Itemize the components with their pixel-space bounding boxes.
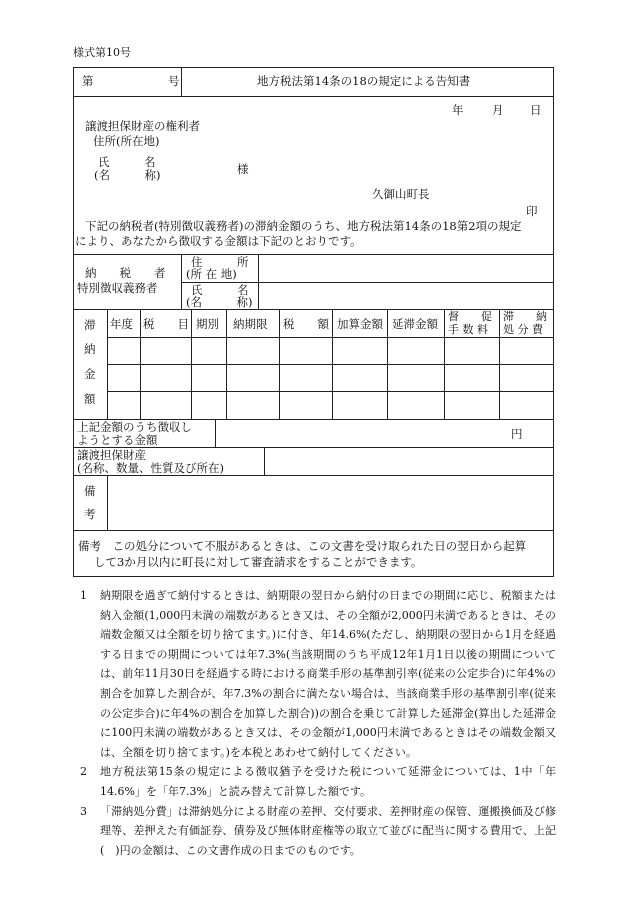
taxpayer-name-label-alt: (名 称) bbox=[186, 295, 253, 309]
divider bbox=[107, 475, 108, 530]
addressee-name-label: 氏 名 bbox=[98, 155, 156, 169]
arrears-side-label: 額 bbox=[84, 392, 96, 406]
withholding-agent-label: 特別徴収義務者 bbox=[77, 281, 158, 295]
note-text: 「滞納処分費」は滞納処分による財産の差押、交付要求、差押財産の保管、運搬換価及び修理等、差押えた有価証券、債券及び無体財産権等の取立て並びに配当に関する費用で、上記( )円の金額は、この文書作成の日までのものです。 bbox=[100, 804, 556, 857]
col-dunning-fee: 督 促 bbox=[448, 310, 492, 323]
date-year: 年 bbox=[452, 103, 464, 117]
arrears-side-label: 金 bbox=[84, 367, 96, 381]
col-period: 期別 bbox=[196, 317, 219, 331]
note-number: 1 bbox=[80, 589, 87, 602]
col-fiscal-year: 年度 bbox=[110, 317, 133, 331]
divider bbox=[74, 254, 553, 255]
appeal-line-2: して3か月以内に町長に対して審査請求をすることができます。 bbox=[94, 555, 423, 569]
header-go: 号 bbox=[168, 74, 180, 88]
notice-form bbox=[73, 67, 554, 577]
addressee-honorific: 様 bbox=[237, 162, 249, 176]
note-item bbox=[78, 586, 556, 762]
arrears-side-label: 納 bbox=[84, 342, 96, 356]
divider bbox=[74, 96, 553, 97]
taxpayer-name-label: 氏 名 bbox=[191, 283, 249, 297]
collection-label: 上記金額のうち徴収し bbox=[77, 420, 192, 434]
col-tax-amount: 税 額 bbox=[283, 317, 329, 331]
issuer-seal: 印 bbox=[526, 204, 538, 218]
intro-line-1: 下記の納税者(特別徴収義務者)の滞納金額のうち、地方税法第14条の18第2項の規定 bbox=[85, 219, 522, 233]
taxpayer-label: 納 税 者 bbox=[85, 266, 166, 280]
col-dunning-fee-alt: 手 数 料 bbox=[448, 323, 488, 336]
divider bbox=[215, 419, 216, 447]
addressee-address-label: 住所(所在地) bbox=[93, 134, 160, 148]
divider bbox=[181, 68, 182, 96]
note-text: 地方税法第15条の規定による徴収猶予を受けた税について延滞金については、1中「年14.6%」を「年7.3%」と読み替えて計算した額です。 bbox=[100, 765, 556, 798]
col-due-date: 納期限 bbox=[233, 317, 268, 331]
document-title: 地方税法第14条の18の規定による告知書 bbox=[257, 74, 471, 88]
appeal-line-1: 備考 この処分について不服があるときは、この文書を受け取られた日の翌日から起算 bbox=[78, 539, 527, 553]
note-item bbox=[78, 802, 556, 861]
collection-label-alt: ようとする金額 bbox=[77, 433, 158, 447]
taxpayer-address-label-alt: (所 在 地) bbox=[186, 267, 237, 281]
divider bbox=[107, 391, 553, 392]
notes bbox=[78, 586, 556, 860]
col-tax-item: 税 目 bbox=[143, 317, 189, 331]
issuer-title: 久御山町長 bbox=[372, 187, 430, 201]
col-disposition-fee-alt: 処 分 費 bbox=[503, 323, 543, 336]
intro-line-2: により、あなたから徴収する金額は下記のとおりです。 bbox=[75, 234, 362, 248]
divider bbox=[264, 447, 265, 475]
col-added-amount: 加算金額 bbox=[337, 317, 383, 331]
divider bbox=[107, 364, 553, 365]
note-number: 3 bbox=[80, 804, 87, 818]
date-month: 月 bbox=[492, 103, 504, 117]
divider bbox=[107, 337, 553, 338]
col-disposition-fee: 滞 納 bbox=[503, 310, 547, 323]
col-delinquency-amount: 延滞金額 bbox=[392, 317, 438, 331]
collection-unit: 円 bbox=[511, 427, 523, 441]
note-text: 納期限を過ぎて納付するときは、納期限の翌日から納付の日までの期間に応じ、税額または納入金額(1,000円未満の端数があるとき又は、その全額が2,000円未満であるときは、その端数金額又は全額を切り捨てます。)に付き、年14.6%(ただし、納期限の翌日から1月を経過する日までの期間については年7.3%(当該期間のうち平成12年1月1日以後の期間については、前年11月30日を経過する時における商業手形の基準割引率(従来の公定歩合)に年4%の割合を加算した割合が、年7.3%の割合に満たない場合は、当該商業手形の基準割引率(従来の公定歩合)に年4%の割合を加算した割合))の割合を乗じて計算した延滞金(算出した延滞金に100円未満の端数があるとき又は、その金額が1,000円未満であるときはその端数金額又は、全額を切り捨てます。)を本税とあわせて納付してください。 bbox=[100, 589, 556, 759]
remarks-label: 考 bbox=[84, 507, 96, 521]
taxpayer-address-label: 住 所 bbox=[191, 255, 249, 269]
arrears-side-label: 滞 bbox=[84, 318, 96, 332]
divider bbox=[74, 530, 553, 531]
date-day: 日 bbox=[530, 103, 542, 117]
addressee-name-label-alt: (名 称) bbox=[94, 168, 161, 182]
divider bbox=[74, 475, 553, 476]
note-number: 2 bbox=[80, 765, 87, 779]
addressee-heading: 譲渡担保財産の権利者 bbox=[85, 119, 200, 133]
property-label: 譲渡担保財産 bbox=[77, 448, 146, 462]
note-item bbox=[78, 762, 556, 801]
property-label-alt: (名称、数量、性質及び所在) bbox=[77, 461, 224, 475]
header-dai: 第 bbox=[82, 74, 94, 88]
remarks-label: 備 bbox=[84, 484, 96, 498]
form-number: 様式第10号 bbox=[73, 46, 131, 59]
